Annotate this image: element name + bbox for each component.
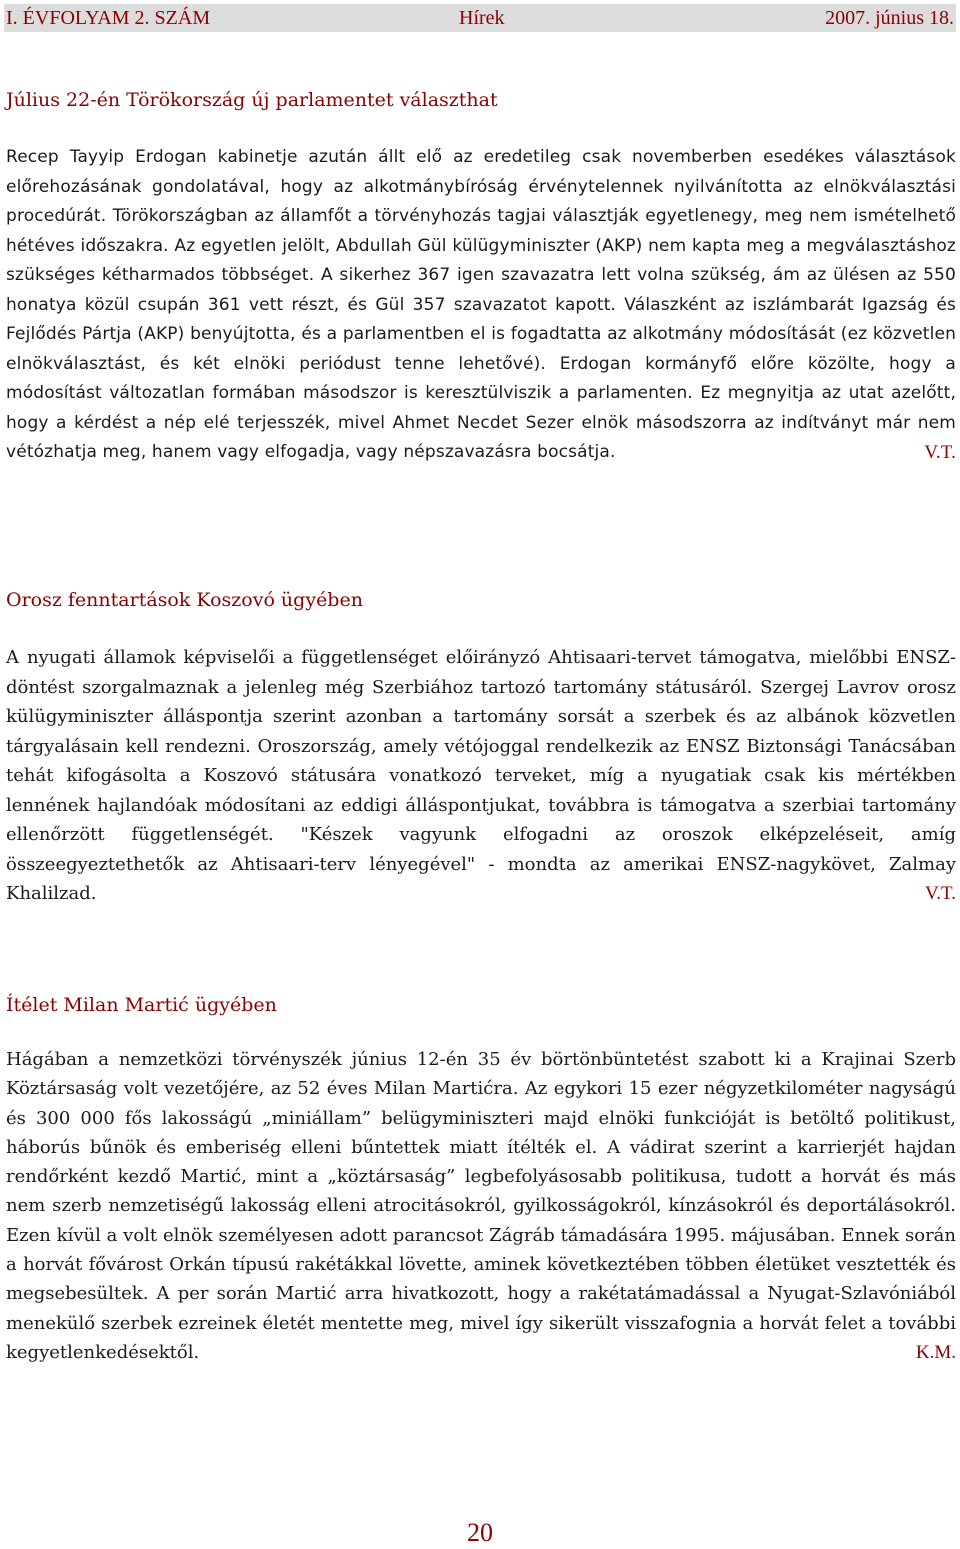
article-signature: V.T.: [924, 442, 956, 463]
article-body: [6, 643, 956, 909]
article-body: [6, 1045, 956, 1367]
article-title: Ítélet Milan Martić ügyében: [6, 994, 277, 1016]
issue-label: I. ÉVFOLYAM 2. SZÁM: [6, 7, 211, 29]
article-signature: V.T.: [925, 883, 956, 904]
page-number: 20: [467, 1518, 493, 1547]
section-label: Hírek: [459, 7, 505, 29]
article-text: Recep Tayyip Erdogan kabinetje azután állt elő az eredetileg csak novemberben esedékes választások előrehozásának gondolatával, hogy az alkotmánybíróság érvénytelennek nyilvánította az elnökválasztási procedúrát. Törökországban az államfőt a törvényhozás tagjai választják egyetlenegy, meg nem ismételhető hétéves időszakra. Az egyetlen jelölt, Abdullah Gül külügyminiszter (AKP) nem kapta meg a megválasztáshoz szükséges kétharmados többséget. A sikerhez 367 igen szavazatra lett volna szükség, ám az ülésen az 550 honatya közül csupán 361 vett részt, és Gül 357 szavazatot kapott. Válaszként az iszlámbarát Igazság és Fejlődés Pártja (AKP) benyújtotta, és a parlamentben el is fogadtatta az alkotmány módosítását (ez közvetlen elnökválasztást, és két elnöki periódust tenne lehetővé). Erdogan kormányfő előre közölte, hogy a módosítást változatlan formában másodszor is keresztülviszik a parlamenten. Ez megnyitja az utat azelőtt, hogy a kérdést a nép elé terjesszék, mivel Ahmet Necdet Sezer elnök másodszorra az indítványt már nem vétózhatja meg, hanem vagy elfogadja, vagy népszavazásra bocsátja.: [6, 147, 956, 462]
article-text: A nyugati államok képviselői a függetlenséget előirányzó Ahtisaari-tervet támogatva, mielőbbi ENSZ-döntést szorgalmaznak a jelenleg még Szerbiához tartozó tartomány státusáról. Szergej Lavrov orosz külügyminiszter álláspontja szerint azonban a tartomány sorsát a szerbek és az albánok közvetlen tárgyalásain kell rendezni. Oroszország, amely vétójoggal rendelkezik az ENSZ Biztonsági Tanácsában tehát kifogásolta a Koszovó státusára vonatkozó terveket, míg a nyugatiak csak kis mértékben lennének hajlandóak módosítani az eddigi álláspontjukat, továbbra is támogatva a szerbiai tartomány ellenőrzött függetlenségét. "Készek vagyunk elfogadni az oroszok elképzeléseit, amíg összeegyeztethetők az Ahtisaari-terv lényegével" - mondta az amerikai ENSZ-nagykövet, Zalmay Khalilzad.: [6, 647, 956, 904]
article-signature: K.M.: [915, 1341, 956, 1363]
article-title: Július 22-én Törökország új parlamentet választhat: [6, 89, 498, 111]
article-title: Orosz fenntartások Koszovó ügyében: [6, 589, 363, 611]
article-body: [6, 143, 956, 468]
running-header: [4, 4, 956, 32]
article-text: Hágában a nemzetközi törvényszék június 12-én 35 év börtönbüntetést szabott ki a Krajinai Szerb Köztársaság volt vezetőjére, az 52 éves Milan Martićra. Az egykori 15 ezer négyzetkilométer nagyságú és 300 000 fős lakosságú „miniállam” belügyminiszteri majd elnöki funkcióját is betöltő politikust, háborús bűnök és emberiség elleni bűntettek miatt ítélték el. A vádirat szerint a karrierjét hajdan rendőrként kezdő Martić, mint a „köztársaság” legbefolyásosabb politikusa, tudott a horvát és más nem szerb nemzetiségű lakosság elleni atrocitásokról, gyilkosságokról, kínzásokról és deportálásokról. Ezen kívül a volt elnök személyesen adott parancsot Zágráb támadására 1995. májusában. Ennek során a horvát fővárost Orkán típusú rakétákkal lövette, aminek következtében többen életüket vesztették és megsebesültek. A per során Martić arra hivatkozott, hogy a rakétatámadással a Nyugat-Szlavóniából menekülő szerbek ezreinek életét mentette meg, mivel így sikerült visszafognia a horvát felet a további kegyetlenkedésektől.: [6, 1049, 956, 1363]
issue-date: 2007. június 18.: [825, 7, 954, 29]
